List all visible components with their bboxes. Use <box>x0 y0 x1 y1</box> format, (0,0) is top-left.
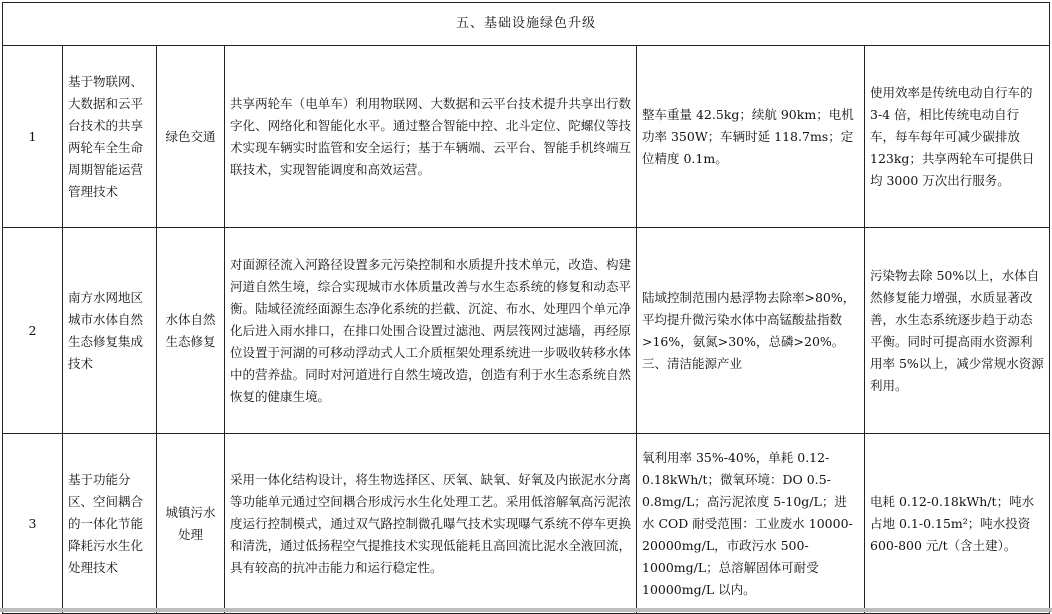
table-row <box>3 228 1050 434</box>
technology-name: 南方水网地区城市水体自然生态修复集成技术 <box>63 228 157 434</box>
section-header-row <box>3 3 1050 46</box>
benefit-indicators: 污染物去除 50%以上，水体自然修复能力增强，水质显著改善，水生态系统逐步趋于动态平衡。同时可提高雨水资源利用率 5%以上，减少常规水资源利用。 <box>865 228 1050 434</box>
technology-description: 共享两轮车（电单车）利用物联网、大数据和云平台技术提升共享出行数字化、网络化和智能化水平。通过整合智能中控、北斗定位、陀螺仪等技术实现车辆实时监管和安全运行；基于车辆端、云平台、智能手机终端互联技术，实现智能调度和高效运营。 <box>225 46 637 228</box>
row-number: 2 <box>3 228 63 434</box>
technology-description: 对面源径流入河路径设置多元污染控制和水质提升技术单元，改造、构建河道自然生境，综合实现城市水体质量改善与水生态系统的修复和动态平衡。陆域径流经面源生态净化系统的拦截、沉淀、布水、处理四个单元净化后进入雨水排口，在排口处围合设置过滤池、两层筏网过滤墙，再经原位设置于河湖的可移动浮动式人工介质框架处理系统进一步吸收转移水体中的营养盐。同时对河道进行自然生境改造，创造有利于水生态系统自然恢复的健康生境。 <box>225 228 637 434</box>
table-row <box>3 434 1050 614</box>
technology-description: 采用一体化结构设计，将生物选择区、厌氧、缺氧、好氧及内嵌泥水分离等功能单元通过空间耦合形成污水生化处理工艺。采用低溶解氧高污泥浓度运行控制模式，通过双气路控制微孔曝气技术实现曝气系统不停车更换和清洗，通过低扬程空气提推技术实现低能耗且高回流比泥水全液回流，具有较高的抗冲击能力和运行稳定性。 <box>225 434 637 614</box>
table-row <box>3 46 1050 228</box>
technical-parameters: 陆域控制范围内悬浮物去除率>80%，平均提升微污染水体中高锰酸盐指数>16%，氨氮>30%，总磷>20%。三、清洁能源产业 <box>637 228 865 434</box>
technology-name: 基于物联网、大数据和云平台技术的共享两轮车全生命周期智能运营管理技术 <box>63 46 157 228</box>
technology-name: 基于功能分区、空间耦合的一体化节能降耗污水生化处理技术 <box>63 434 157 614</box>
application-field: 城镇污水处理 <box>157 434 225 614</box>
technical-parameters: 整车重量 42.5kg；续航 90km；电机功率 350W；车辆时延 118.7ms；定位精度 0.1m。 <box>637 46 865 228</box>
page-bottom-edge <box>0 608 1052 612</box>
row-number: 3 <box>3 434 63 614</box>
application-field: 绿色交通 <box>157 46 225 228</box>
benefit-indicators: 电耗 0.12-0.18kWh/t；吨水占地 0.1-0.15m²；吨水投资 600-800 元/t（含土建）。 <box>865 434 1050 614</box>
technical-parameters: 氧利用率 35%-40%，单耗 0.12-0.18kWh/t；微氧环境：DO 0.5-0.8mg/L；高污泥浓度 5-10g/L；进水 COD 耐受范围：工业废水 10000-20000mg/L，市政污水 500-1000mg/L；总溶解固体可耐受 10000mg/L 以内。 <box>637 434 865 614</box>
benefit-indicators: 使用效率是传统电动自行车的 3-4 倍，相比传统电动自行车，每车每年可减少碳排放 123kg；共享两轮车可提供日均 3000 万次出行服务。 <box>865 46 1050 228</box>
section-title: 五、基础设施绿色升级 <box>3 3 1050 46</box>
application-field: 水体自然生态修复 <box>157 228 225 434</box>
technology-table <box>2 2 1050 614</box>
row-number: 1 <box>3 46 63 228</box>
